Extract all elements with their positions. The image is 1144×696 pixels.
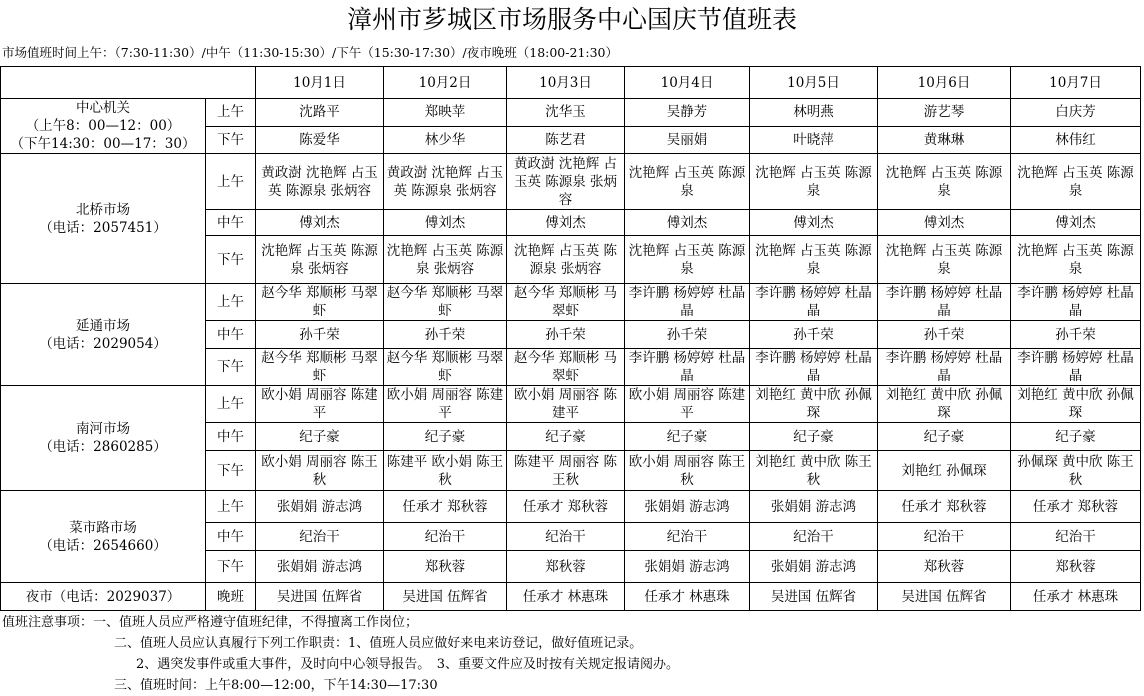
- shift-period-cell: 下午: [206, 126, 256, 154]
- site-name-line: （电话：2860285）: [39, 439, 167, 455]
- duty-staff-cell: 李许鹏 杨婷婷 杜晶晶: [1011, 349, 1141, 386]
- duty-staff-cell: 孙千荣: [750, 321, 878, 349]
- duty-staff-cell: 赵今华 郑顺彬 马翠虾: [256, 284, 384, 321]
- duty-staff-cell: 吴进国 伍辉省: [750, 583, 878, 611]
- duty-staff-cell: 沈艳辉 占玉英 陈源泉: [1011, 154, 1141, 210]
- duty-staff-cell: 张娟娟 游志鸿: [256, 551, 384, 583]
- duty-staff-cell: 陈艺君: [507, 126, 625, 154]
- site-name-line: 南河市场: [76, 421, 130, 437]
- shift-period-cell: 中午: [206, 321, 256, 349]
- duty-staff-cell: 李许鹏 杨婷婷 杜晶晶: [750, 284, 878, 321]
- duty-staff-cell: 黄政澍 沈艳辉 占玉英 陈源泉 张炳容: [507, 154, 625, 210]
- site-name-line: 中心机关: [76, 100, 130, 116]
- duty-staff-cell: 傅刘杰: [878, 210, 1011, 236]
- site-name-line: 菜市路市场: [69, 519, 137, 536]
- date-header: 10月3日: [507, 67, 625, 99]
- duty-staff-cell: 吴进国 伍辉省: [256, 583, 384, 611]
- duty-staff-cell: 林少华: [384, 126, 507, 154]
- duty-staff-cell: 刘艳红 黄中欣 孙佩琛: [878, 386, 1011, 423]
- duty-staff-cell: 沈路平: [256, 99, 384, 127]
- duty-staff-cell: 游艺琴: [878, 99, 1011, 127]
- duty-staff-cell: 李许鹏 杨婷婷 杜晶晶: [750, 349, 878, 386]
- duty-staff-cell: 纪治干: [1011, 523, 1141, 551]
- note-line: 二、值班人员应认真履行下列工作职责：1、值班人员应做好来电来访登记，做好值班记录。: [114, 636, 643, 651]
- site-name-line: 北桥市场: [76, 201, 130, 218]
- duty-staff-cell: 张娟娟 游志鸿: [750, 491, 878, 523]
- page-title: 漳州市芗城区市场服务中心国庆节值班表: [346, 5, 797, 34]
- shift-period-cell: 晚班: [206, 583, 256, 611]
- duty-staff-cell: 刘艳红 黄中欣 孙佩琛: [750, 386, 878, 423]
- duty-staff-cell: 纪治干: [384, 523, 507, 551]
- duty-staff-cell: 纪子豪: [256, 423, 384, 451]
- shift-period-cell: 上午: [206, 491, 256, 523]
- duty-staff-cell: 黄琳琳: [878, 126, 1011, 154]
- duty-staff-cell: 任承才 林惠珠: [507, 583, 625, 611]
- duty-staff-cell: 纪子豪: [507, 423, 625, 451]
- duty-staff-cell: 吴进国 伍辉省: [384, 583, 507, 611]
- duty-staff-cell: 沈艳辉 占玉英 陈源泉: [1011, 236, 1141, 284]
- shift-period-cell: 上午: [206, 284, 256, 321]
- duty-staff-cell: 傅刘杰: [384, 210, 507, 236]
- duty-staff-cell: 傅刘杰: [1011, 210, 1141, 236]
- shift-period-cell: 中午: [206, 423, 256, 451]
- duty-staff-cell: 陈建平 欧小娟 陈王秋: [384, 451, 507, 491]
- duty-staff-cell: 白庆芳: [1011, 99, 1141, 127]
- duty-staff-cell: 郑秋蓉: [878, 551, 1011, 583]
- duty-staff-cell: 傅刘杰: [625, 210, 750, 236]
- note-line: 三、值班时间：上午8:00—12:00，下午14:30—17:30: [114, 678, 438, 693]
- duty-staff-cell: 傅刘杰: [750, 210, 878, 236]
- duty-staff-cell: 任承才 郑秋蓉: [878, 491, 1011, 523]
- duty-staff-cell: 沈艳辉 占玉英 陈源泉: [625, 154, 750, 210]
- site-name-cell: [1, 154, 206, 284]
- duty-staff-cell: 沈艳辉 占玉英 陈源泉 张炳容: [384, 236, 507, 284]
- duty-staff-cell: 李许鹏 杨婷婷 杜晶晶: [625, 349, 750, 386]
- note-line: 2、遇突发事件或重大事件，及时向中心领导报告。 3、重要文件应及时按有关规定报请阅办。: [136, 657, 680, 672]
- shift-period-cell: 下午: [206, 349, 256, 386]
- duty-staff-cell: 沈艳辉 占玉英 陈源泉 张炳容: [256, 236, 384, 284]
- duty-staff-cell: 纪治干: [256, 523, 384, 551]
- duty-staff-cell: 沈艳辉 占玉英 陈源泉: [878, 154, 1011, 210]
- duty-staff-cell: 任承才 林惠珠: [625, 583, 750, 611]
- shift-period-cell: 下午: [206, 451, 256, 491]
- duty-staff-cell: 叶晓萍: [750, 126, 878, 154]
- duty-staff-cell: 林伟红: [1011, 126, 1141, 154]
- duty-staff-cell: 纪子豪: [625, 423, 750, 451]
- table-row: [1, 491, 1141, 523]
- duty-staff-cell: 欧小娟 周丽容 陈建平: [625, 386, 750, 423]
- duty-staff-cell: 赵今华 郑顺彬 马翠虾: [384, 284, 507, 321]
- duty-staff-cell: 林明燕: [750, 99, 878, 127]
- note-line: 值班注意事项：一、值班人员应严格遵守值班纪律，不得擅离工作岗位；: [2, 615, 419, 630]
- shift-period-cell: 上午: [206, 154, 256, 210]
- duty-staff-cell: 吴丽娟: [625, 126, 750, 154]
- duty-staff-cell: 欧小娟 周丽容 陈建平: [384, 386, 507, 423]
- duty-staff-cell: 陈爱华: [256, 126, 384, 154]
- site-name-cell: [1, 284, 206, 386]
- header-blank-cell: [1, 67, 256, 99]
- site-name-cell: [1, 491, 206, 583]
- shift-period-cell: 中午: [206, 523, 256, 551]
- site-name-cell: [1, 583, 206, 611]
- site-name-cell: [1, 99, 206, 154]
- duty-staff-cell: 黄政澍 沈艳辉 占玉英 陈源泉 张炳容: [256, 154, 384, 210]
- shift-period-cell: 上午: [206, 386, 256, 423]
- date-header: 10月4日: [625, 67, 750, 99]
- duty-staff-cell: 吴静芳: [625, 99, 750, 127]
- duty-staff-cell: 郑秋蓉: [507, 551, 625, 583]
- duty-staff-cell: 傅刘杰: [507, 210, 625, 236]
- duty-staff-cell: 纪治干: [507, 523, 625, 551]
- site-name-line: （电话：2057451）: [39, 219, 167, 236]
- site-name-line: （下午14:30：00—17：30）: [10, 136, 196, 152]
- table-row: [1, 99, 1141, 127]
- duty-staff-cell: 赵今华 郑顺彬 马翠虾: [256, 349, 384, 386]
- site-name-line: （上午8：00—12：00）: [25, 118, 181, 134]
- duty-staff-cell: 纪子豪: [384, 423, 507, 451]
- site-name-line: （电话：2654660）: [39, 537, 167, 554]
- duty-staff-cell: 孙千荣: [1011, 321, 1141, 349]
- duty-staff-cell: 欧小娟 周丽容 陈王秋: [625, 451, 750, 491]
- table-row: [1, 583, 1141, 611]
- site-name-line: （电话：2029054）: [39, 335, 167, 352]
- table-row: [1, 154, 1141, 210]
- duty-staff-cell: 孙千荣: [878, 321, 1011, 349]
- duty-staff-cell: 孙千荣: [256, 321, 384, 349]
- duty-staff-cell: 张娟娟 游志鸿: [625, 551, 750, 583]
- duty-staff-cell: 李许鹏 杨婷婷 杜晶晶: [1011, 284, 1141, 321]
- duty-staff-cell: 纪治干: [878, 523, 1011, 551]
- date-header: 10月7日: [1011, 67, 1141, 99]
- duty-staff-cell: 纪子豪: [750, 423, 878, 451]
- duty-staff-cell: 吴进国 伍辉省: [878, 583, 1011, 611]
- duty-staff-cell: 李许鹏 杨婷婷 杜晶晶: [878, 284, 1011, 321]
- duty-staff-cell: 孙千荣: [507, 321, 625, 349]
- duty-staff-cell: 纪治干: [625, 523, 750, 551]
- duty-staff-cell: 孙千荣: [384, 321, 507, 349]
- duty-staff-cell: 郑映苹: [384, 99, 507, 127]
- duty-staff-cell: 刘艳红 黄中欣 孙佩琛: [1011, 386, 1141, 423]
- duty-schedule-table: [0, 66, 1141, 611]
- duty-staff-cell: 张娟娟 游志鸿: [750, 551, 878, 583]
- shift-period-cell: 下午: [206, 236, 256, 284]
- duty-staff-cell: 任承才 郑秋蓉: [384, 491, 507, 523]
- duty-staff-cell: 李许鹏 杨婷婷 杜晶晶: [878, 349, 1011, 386]
- duty-staff-cell: 刘艳红 孙佩琛: [878, 451, 1011, 491]
- duty-staff-cell: 任承才 郑秋蓉: [507, 491, 625, 523]
- duty-staff-cell: 赵今华 郑顺彬 马翠虾: [384, 349, 507, 386]
- duty-staff-cell: 孙千荣: [625, 321, 750, 349]
- duty-notes: [2, 612, 1142, 696]
- duty-staff-cell: 郑秋蓉: [384, 551, 507, 583]
- duty-staff-cell: 黄政澍 沈艳辉 占玉英 陈源泉 张炳容: [384, 154, 507, 210]
- shift-period-cell: 中午: [206, 210, 256, 236]
- duty-staff-cell: 赵今华 郑顺彬 马翠虾: [507, 349, 625, 386]
- shift-period-cell: 上午: [206, 99, 256, 127]
- duty-staff-cell: 纪子豪: [878, 423, 1011, 451]
- site-name-line: 夜市（电话：2029037）: [25, 588, 181, 605]
- duty-staff-cell: 纪治干: [750, 523, 878, 551]
- date-header: 10月2日: [384, 67, 507, 99]
- duty-staff-cell: 赵今华 郑顺彬 马翠虾: [507, 284, 625, 321]
- table-row: [1, 386, 1141, 423]
- duty-staff-cell: 陈建平 周丽容 陈王秋: [507, 451, 625, 491]
- site-name-line: 延通市场: [76, 317, 130, 334]
- date-header: 10月5日: [750, 67, 878, 99]
- duty-staff-cell: 纪子豪: [1011, 423, 1141, 451]
- duty-staff-cell: 孙佩琛 黄中欣 陈王秋: [1011, 451, 1141, 491]
- duty-staff-cell: 李许鹏 杨婷婷 杜晶晶: [625, 284, 750, 321]
- duty-staff-cell: 傅刘杰: [256, 210, 384, 236]
- duty-hours-line: 市场值班时间上午：（7:30-11:30）/中午（11:30-15:30）/下午（15:30-17:30）/夜市晚班（18:00-21:30）: [2, 45, 619, 60]
- duty-staff-cell: 欧小娟 周丽容 陈王秋: [256, 451, 384, 491]
- date-header: 10月6日: [878, 67, 1011, 99]
- duty-staff-cell: 张娟娟 游志鸿: [256, 491, 384, 523]
- duty-staff-cell: 刘艳红 黄中欣 陈王秋: [750, 451, 878, 491]
- site-name-cell: [1, 386, 206, 491]
- duty-staff-cell: 沈艳辉 占玉英 陈源泉 张炳容: [507, 236, 625, 284]
- duty-staff-cell: 沈艳辉 占玉英 陈源泉: [750, 154, 878, 210]
- duty-staff-cell: 任承才 郑秋蓉: [1011, 491, 1141, 523]
- duty-staff-cell: 郑秋蓉: [1011, 551, 1141, 583]
- duty-staff-cell: 任承才 林惠珠: [1011, 583, 1141, 611]
- duty-staff-cell: 欧小娟 周丽容 陈建平: [256, 386, 384, 423]
- duty-staff-cell: 沈艳辉 占玉英 陈源泉: [750, 236, 878, 284]
- shift-period-cell: 下午: [206, 551, 256, 583]
- duty-staff-cell: 沈艳辉 占玉英 陈源泉: [625, 236, 750, 284]
- date-header: 10月1日: [256, 67, 384, 99]
- duty-staff-cell: 沈艳辉 占玉英 陈源泉: [878, 236, 1011, 284]
- duty-staff-cell: 张娟娟 游志鸿: [625, 491, 750, 523]
- duty-staff-cell: 欧小娟 周丽容 陈建平: [507, 386, 625, 423]
- duty-staff-cell: 沈华玉: [507, 99, 625, 127]
- table-row: [1, 284, 1141, 321]
